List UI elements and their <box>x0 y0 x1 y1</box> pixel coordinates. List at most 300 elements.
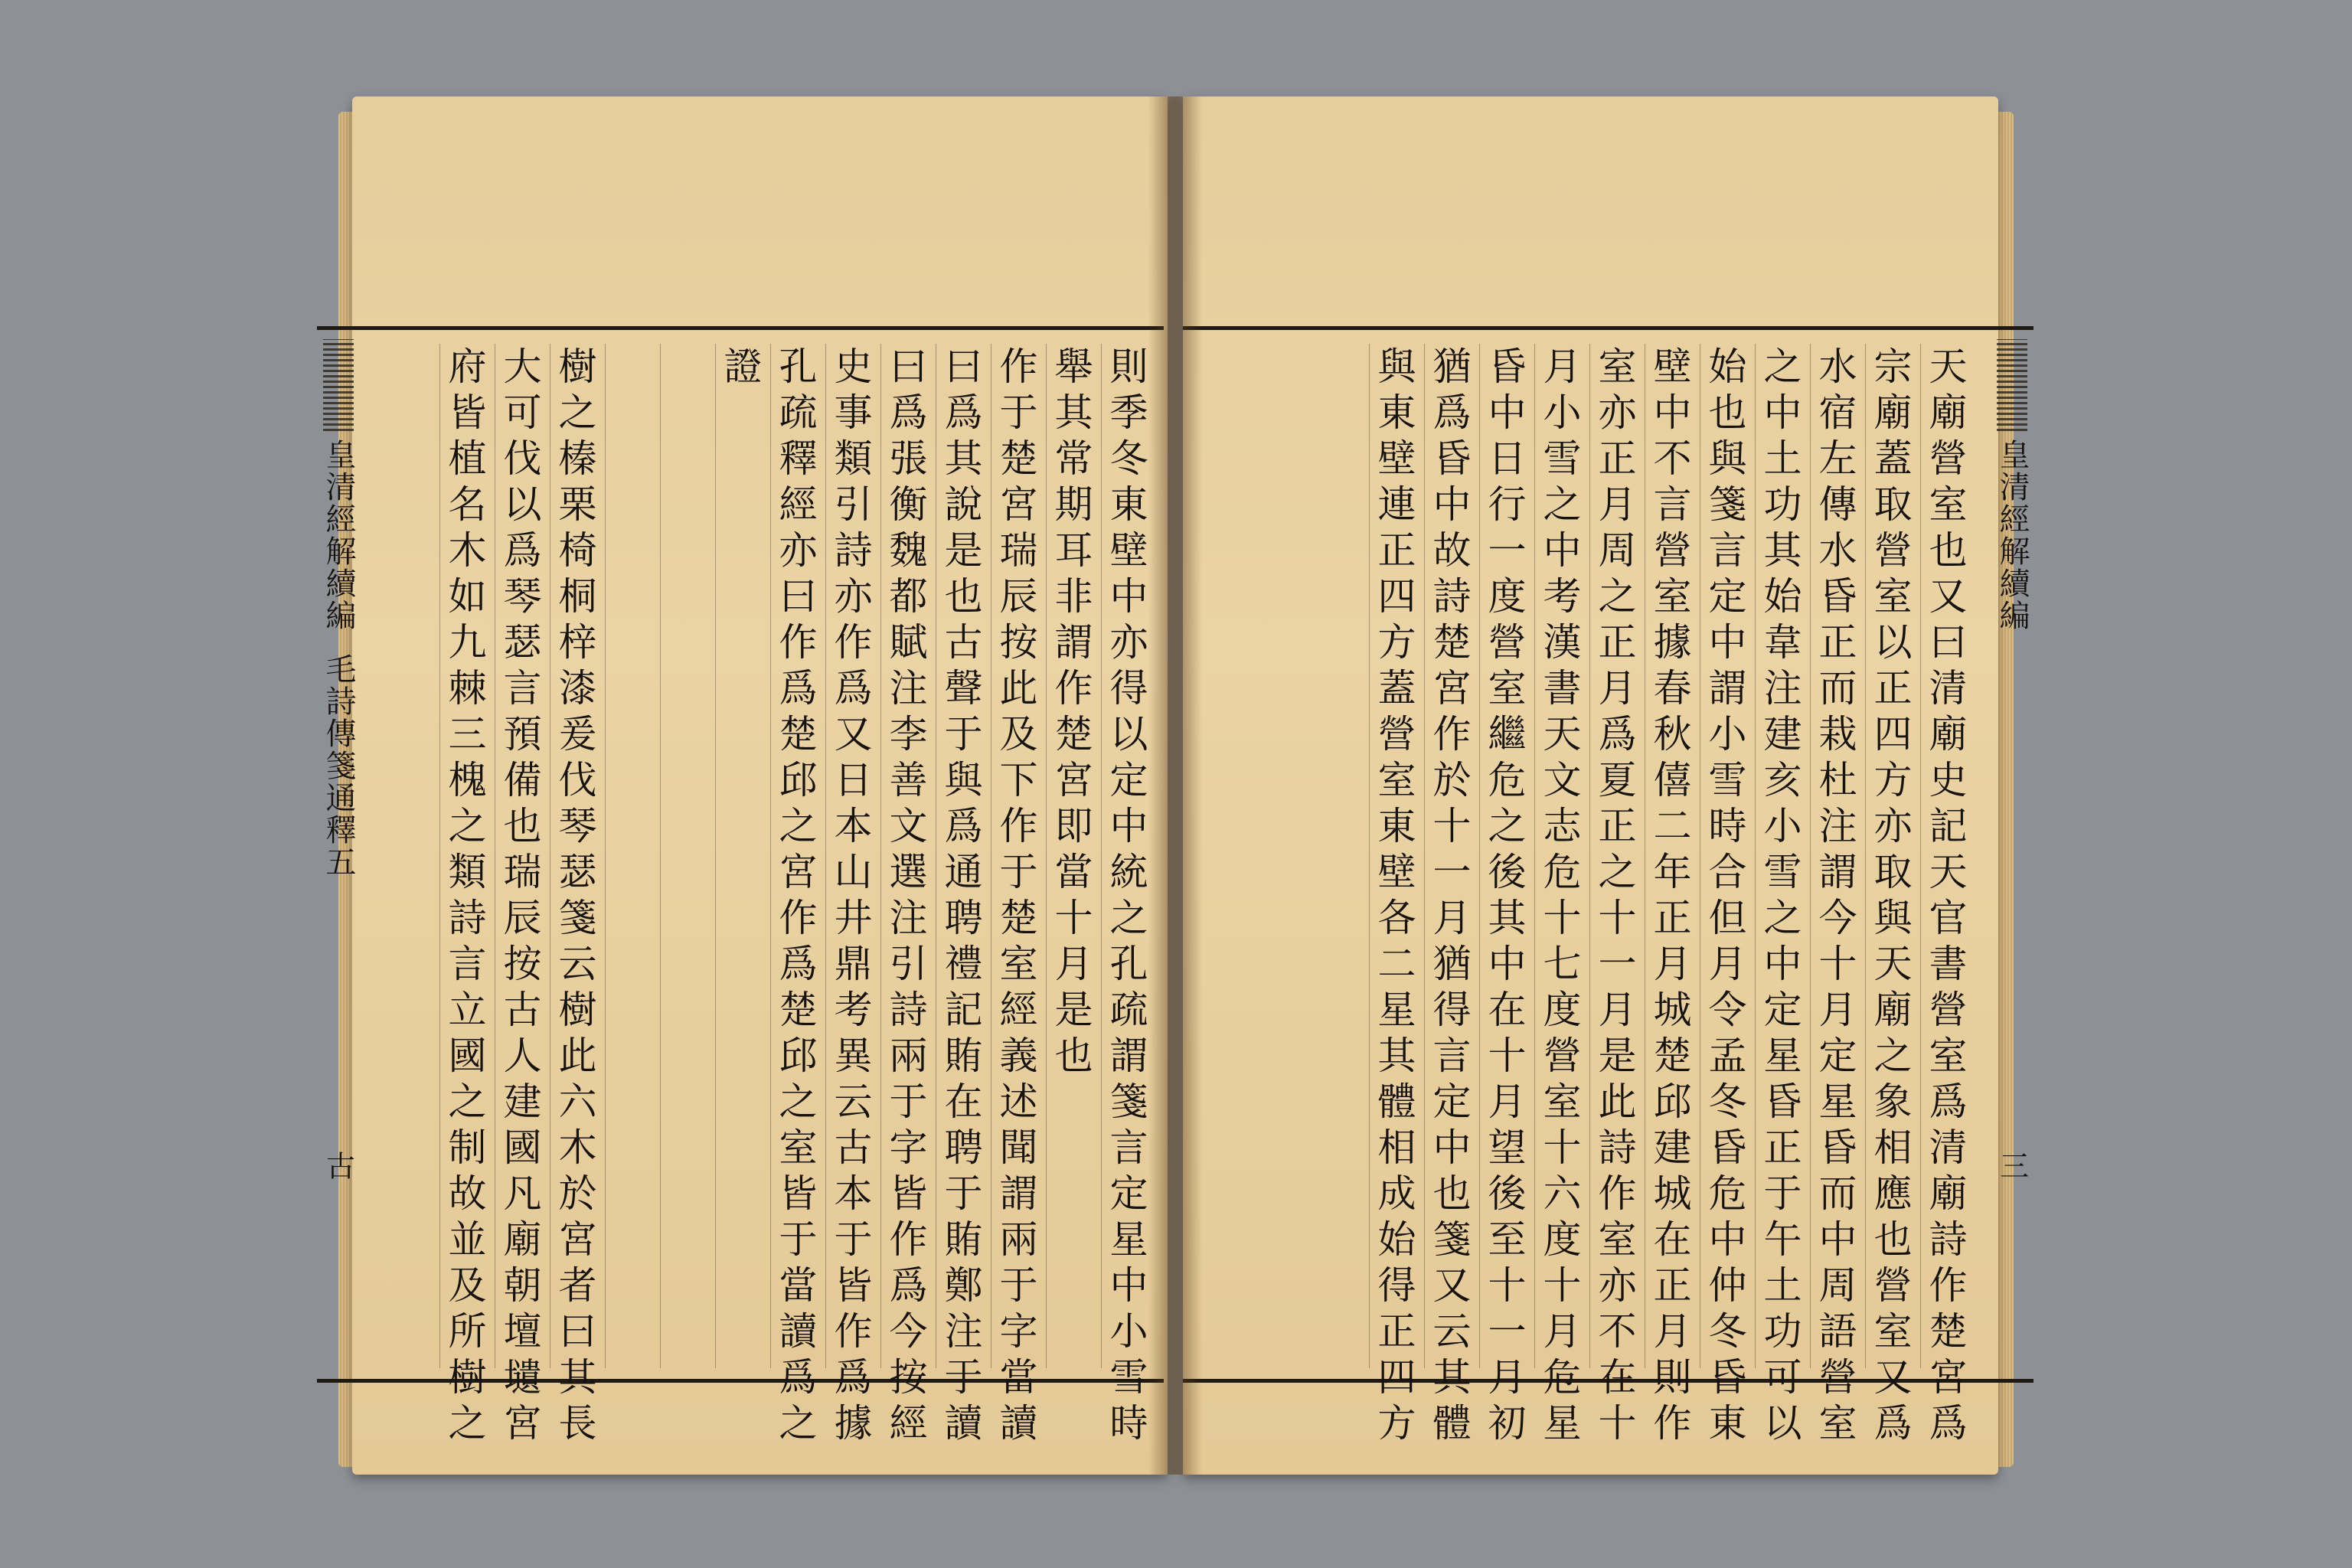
text-char: 亦 <box>1873 804 1913 848</box>
text-char: 所 <box>448 1309 487 1354</box>
text-char: 木 <box>448 528 487 573</box>
text-char: 中 <box>1763 942 1802 986</box>
text-char: 體 <box>1377 1080 1416 1124</box>
text-char: 小 <box>1109 1309 1148 1354</box>
text-char: 國 <box>448 1034 487 1078</box>
text-char: 三 <box>448 712 487 756</box>
text-char: 言 <box>1708 528 1747 573</box>
text-char: 作 <box>1653 1401 1692 1446</box>
text-char: 作 <box>779 896 818 940</box>
text-column <box>660 344 715 1368</box>
text-char: 而 <box>1818 1171 1857 1216</box>
text-column <box>1589 344 1645 1446</box>
text-column <box>1479 344 1534 1446</box>
text-char: 一 <box>1432 850 1472 894</box>
text-char: 爲 <box>889 390 928 435</box>
text-char: 詩 <box>448 896 487 940</box>
text-char: 聘 <box>944 1125 983 1170</box>
text-char: 可 <box>503 390 542 435</box>
text-char: 瑟 <box>503 620 542 665</box>
text-char: 之 <box>1109 896 1148 940</box>
text-char: 行 <box>1488 482 1527 527</box>
text-char: 相 <box>1377 1125 1416 1170</box>
text-char: 得 <box>1432 988 1472 1032</box>
text-char: 爲 <box>1929 1080 1968 1124</box>
text-char: 其 <box>944 436 983 481</box>
text-char: 度 <box>1488 574 1527 619</box>
text-char: 此 <box>1598 1080 1637 1124</box>
text-char: 季 <box>1109 390 1148 435</box>
text-char: 古 <box>834 1125 873 1170</box>
text-char: 栗 <box>558 482 597 527</box>
text-char: 瑟 <box>558 850 597 894</box>
text-char: 連 <box>1377 482 1416 527</box>
text-char: 年 <box>1653 850 1692 894</box>
text-char: 方 <box>1873 758 1913 802</box>
text-char: 九 <box>448 620 487 665</box>
text-char: 本 <box>834 1171 873 1216</box>
text-char: 日 <box>1488 436 1527 481</box>
fish-tail-mark <box>1997 339 2027 431</box>
text-char: 于 <box>999 390 1038 435</box>
text-char: 冬 <box>1708 1309 1747 1354</box>
text-column <box>936 344 991 1446</box>
text-char: 曰 <box>944 345 983 389</box>
text-char: 定 <box>1109 758 1148 802</box>
text-char: 宮 <box>1054 758 1093 802</box>
text-char: 以 <box>1763 1401 1802 1446</box>
text-char: 言 <box>1432 1034 1472 1078</box>
text-char: 作 <box>999 345 1038 389</box>
text-char: 琴 <box>503 574 542 619</box>
text-char: 朝 <box>503 1263 542 1308</box>
text-char: 正 <box>1377 528 1416 573</box>
text-char: 至 <box>1488 1217 1527 1262</box>
text-char: 也 <box>1432 1171 1472 1216</box>
text-char: 當 <box>999 1355 1038 1400</box>
text-char: 爲 <box>1873 1401 1913 1446</box>
text-char: 十 <box>1543 896 1582 940</box>
text-char: 得 <box>1109 666 1148 710</box>
text-char: 東 <box>1377 804 1416 848</box>
book-gutter <box>1148 96 1202 1475</box>
text-char: 疏 <box>1109 988 1148 1032</box>
text-char: 取 <box>1873 850 1913 894</box>
text-char: 史 <box>1929 758 1968 802</box>
text-char: 讀 <box>779 1309 818 1354</box>
text-char: 繼 <box>1488 712 1527 756</box>
open-book <box>321 96 2030 1475</box>
text-char: 曰 <box>1929 620 1968 665</box>
text-char: 成 <box>1377 1171 1416 1216</box>
text-char: 中 <box>1432 1125 1472 1170</box>
text-char: 建 <box>1763 712 1802 756</box>
text-char: 天 <box>1929 345 1968 389</box>
text-char: 于 <box>999 1263 1038 1308</box>
text-char: 之 <box>1488 804 1527 848</box>
text-char: 李 <box>889 712 928 756</box>
text-char: 月 <box>1653 942 1692 986</box>
text-char: 於 <box>1432 758 1472 802</box>
text-char: 兩 <box>889 1034 928 1078</box>
text-char: 星 <box>1109 1217 1148 1262</box>
text-char: 漢 <box>1543 620 1582 665</box>
right-banxin <box>1991 326 2034 1383</box>
text-char: 文 <box>1543 758 1582 802</box>
text-char: 引 <box>834 482 873 527</box>
text-char: 壁 <box>1377 436 1416 481</box>
text-char: 月 <box>1818 988 1857 1032</box>
text-char: 又 <box>1432 1263 1472 1308</box>
text-char: 按 <box>503 942 542 986</box>
text-column <box>1369 344 1424 1446</box>
text-char: 爲 <box>834 1355 873 1400</box>
text-char: 令 <box>1708 988 1747 1032</box>
text-char: 曰 <box>779 574 818 619</box>
text-char: 營 <box>1653 528 1692 573</box>
text-char: 字 <box>889 1125 928 1170</box>
text-char: 宗 <box>1873 345 1913 389</box>
text-char: 室 <box>1543 1080 1582 1124</box>
text-char: 大 <box>503 345 542 389</box>
text-char: 非 <box>1054 574 1093 619</box>
text-char: 天 <box>1929 850 1968 894</box>
text-char: 昏 <box>1763 1080 1802 1124</box>
text-char: 爲 <box>779 666 818 710</box>
text-char: 及 <box>999 712 1038 756</box>
text-char: 中 <box>1708 1217 1747 1262</box>
text-char: 月 <box>1598 988 1637 1032</box>
text-char: 其 <box>1054 390 1093 435</box>
text-char: 室 <box>1598 1217 1637 1262</box>
text-char: 山 <box>834 850 873 894</box>
text-char: 異 <box>834 1034 873 1078</box>
text-char: 邱 <box>1653 1080 1692 1124</box>
text-char: 皆 <box>889 1171 928 1216</box>
text-char: 云 <box>834 1080 873 1124</box>
text-char: 時 <box>1109 1401 1148 1446</box>
text-char: 與 <box>1873 896 1913 940</box>
text-char: 定 <box>1763 988 1802 1032</box>
text-char: 猶 <box>1432 942 1472 986</box>
text-column <box>880 344 936 1446</box>
text-char: 楚 <box>1929 1309 1968 1354</box>
text-char: 月 <box>1488 1080 1527 1124</box>
text-char: 十 <box>1543 1263 1582 1308</box>
text-char: 說 <box>944 482 983 527</box>
text-char: 都 <box>889 574 928 619</box>
text-char: 爲 <box>503 528 542 573</box>
text-char: 四 <box>1377 574 1416 619</box>
text-char: 字 <box>999 1309 1038 1354</box>
left-text-columns <box>439 344 1156 1446</box>
text-char: 類 <box>448 850 487 894</box>
text-char: 言 <box>448 942 487 986</box>
text-column <box>1424 344 1479 1446</box>
text-char: 建 <box>1653 1125 1692 1170</box>
text-char: 雪 <box>1543 436 1582 481</box>
text-char: 謂 <box>999 1171 1038 1216</box>
text-char: 樹 <box>448 1355 487 1400</box>
text-char: 箋 <box>1708 482 1747 527</box>
text-char: 廟 <box>1873 390 1913 435</box>
text-char: 中 <box>1109 1263 1148 1308</box>
text-char: 定 <box>1432 1080 1472 1124</box>
text-char: 云 <box>1432 1309 1472 1354</box>
text-char: 古 <box>944 620 983 665</box>
text-char: 也 <box>944 574 983 619</box>
right-folio: 三 <box>1994 1151 2029 1180</box>
text-char: 小 <box>1543 390 1582 435</box>
text-char: 亦 <box>779 528 818 573</box>
text-char: 此 <box>558 1034 597 1078</box>
text-char: 東 <box>1109 482 1148 527</box>
text-char: 清 <box>1929 666 1968 710</box>
text-column <box>439 344 495 1446</box>
text-char: 雪 <box>1109 1355 1148 1400</box>
text-char: 七 <box>1543 942 1582 986</box>
text-char: 亦 <box>834 574 873 619</box>
text-char: 廟 <box>1929 390 1968 435</box>
text-char: 壇 <box>503 1309 542 1354</box>
text-char: 于 <box>1763 1171 1802 1216</box>
text-column <box>1810 344 1865 1446</box>
text-char: 之 <box>1763 345 1802 389</box>
text-char: 名 <box>448 482 487 527</box>
text-char: 謂 <box>1109 1034 1148 1078</box>
text-char: 備 <box>503 758 542 802</box>
text-char: 以 <box>1109 712 1148 756</box>
text-char: 孟 <box>1708 1034 1747 1078</box>
text-char: 城 <box>1653 988 1692 1032</box>
text-char: 亦 <box>1109 620 1148 665</box>
text-char: 棘 <box>448 666 487 710</box>
text-char: 星 <box>1377 988 1416 1032</box>
text-char: 統 <box>1109 850 1148 894</box>
text-char: 六 <box>1543 1171 1582 1216</box>
text-char: 十 <box>1818 942 1857 986</box>
text-char: 兩 <box>999 1217 1038 1262</box>
text-char: 官 <box>1929 896 1968 940</box>
text-char: 梓 <box>558 620 597 665</box>
text-char: 瑞 <box>999 528 1038 573</box>
text-char: 營 <box>1377 712 1416 756</box>
text-char: 鼎 <box>834 942 873 986</box>
text-char: 正 <box>1598 620 1637 665</box>
text-char: 爲 <box>779 1355 818 1400</box>
text-char: 危 <box>1543 850 1582 894</box>
text-char: 室 <box>779 1125 818 1170</box>
text-char: 于 <box>944 712 983 756</box>
text-char: 通 <box>944 850 983 894</box>
text-char: 度 <box>1543 1217 1582 1262</box>
text-char: 中 <box>1818 1217 1857 1262</box>
text-char: 樹 <box>558 345 597 389</box>
text-char: 室 <box>1929 482 1968 527</box>
text-char: 凡 <box>503 1171 542 1216</box>
text-char: 皆 <box>834 1263 873 1308</box>
text-char: 今 <box>1818 896 1857 940</box>
text-char: 室 <box>1488 666 1527 710</box>
text-char: 楚 <box>779 988 818 1032</box>
text-char: 爰 <box>558 712 597 756</box>
text-char: 作 <box>834 1309 873 1354</box>
text-char: 月 <box>1598 482 1637 527</box>
text-char: 作 <box>1432 712 1472 756</box>
text-char: 中 <box>1488 942 1527 986</box>
text-char: 中 <box>1432 482 1472 527</box>
text-char: 中 <box>1109 804 1148 848</box>
text-char: 而 <box>1818 666 1857 710</box>
text-char: 事 <box>834 390 873 435</box>
text-char: 城 <box>1653 1171 1692 1216</box>
text-char: 即 <box>1054 804 1093 848</box>
text-char: 其 <box>558 1355 597 1400</box>
text-char: 之 <box>448 804 487 848</box>
text-char: 孔 <box>779 345 818 389</box>
text-char: 如 <box>448 574 487 619</box>
left-text-frame <box>360 326 1164 1446</box>
text-char: 水 <box>1818 528 1857 573</box>
text-char: 始 <box>1763 574 1802 619</box>
text-char: 宮 <box>1432 666 1472 710</box>
text-char: 並 <box>448 1217 487 1262</box>
text-char: 之 <box>779 1080 818 1124</box>
text-char: 此 <box>999 666 1038 710</box>
left-page <box>321 96 1168 1475</box>
text-char: 宮 <box>558 1217 597 1262</box>
text-char: 左 <box>1818 436 1857 481</box>
text-char: 春 <box>1653 666 1692 710</box>
text-char: 于 <box>999 850 1038 894</box>
text-char: 經 <box>889 1401 928 1446</box>
text-char: 詩 <box>889 988 928 1032</box>
text-char: 壁 <box>1653 345 1692 389</box>
text-char: 定 <box>1109 1171 1148 1216</box>
text-char: 箋 <box>558 896 597 940</box>
text-char: 四 <box>1873 712 1913 756</box>
text-char: 義 <box>999 1034 1038 1078</box>
text-char: 栽 <box>1818 712 1857 756</box>
text-char: 曰 <box>889 345 928 389</box>
text-char: 初 <box>1488 1401 1527 1446</box>
text-char: 十 <box>1598 1401 1637 1446</box>
text-char: 張 <box>889 436 928 481</box>
text-char: 室 <box>1377 758 1416 802</box>
text-char: 傳 <box>1818 482 1857 527</box>
text-char: 營 <box>1543 1034 1582 1078</box>
text-char: 言 <box>503 666 542 710</box>
text-char: 作 <box>1598 1171 1637 1216</box>
text-char: 辰 <box>503 896 542 940</box>
text-char: 按 <box>889 1355 928 1400</box>
text-char: 類 <box>834 436 873 481</box>
text-char: 危 <box>1488 758 1527 802</box>
text-char: 言 <box>1653 482 1692 527</box>
text-char: 功 <box>1763 482 1802 527</box>
text-char: 中 <box>1543 528 1582 573</box>
text-char: 注 <box>1763 666 1802 710</box>
text-char: 證 <box>724 345 763 389</box>
text-char: 一 <box>1598 942 1637 986</box>
text-char: 曰 <box>558 1309 597 1354</box>
text-char: 以 <box>503 482 542 527</box>
text-char: 方 <box>1377 1401 1416 1446</box>
text-char: 聞 <box>999 1125 1038 1170</box>
text-char: 之 <box>558 390 597 435</box>
text-char: 引 <box>889 942 928 986</box>
text-char: 是 <box>944 528 983 573</box>
text-char: 讀 <box>999 1401 1038 1446</box>
text-char: 應 <box>1873 1171 1913 1216</box>
text-char: 爲 <box>889 1263 928 1308</box>
text-char: 讀 <box>944 1401 983 1446</box>
text-char: 冬 <box>1708 1080 1747 1124</box>
text-char: 謂 <box>1708 666 1747 710</box>
text-char: 賄 <box>944 1034 983 1078</box>
text-char: 楚 <box>999 436 1038 481</box>
text-char: 午 <box>1763 1217 1802 1262</box>
text-char: 取 <box>1873 482 1913 527</box>
text-char: 正 <box>1653 1263 1692 1308</box>
text-char: 注 <box>889 896 928 940</box>
text-char: 長 <box>558 1401 597 1446</box>
text-char: 其 <box>1488 896 1527 940</box>
text-char: 考 <box>1543 574 1582 619</box>
text-char: 營 <box>1818 1355 1857 1400</box>
text-char: 其 <box>1377 1034 1416 1078</box>
text-char: 月 <box>1708 942 1747 986</box>
text-char: 功 <box>1763 1309 1802 1354</box>
text-char: 經 <box>999 988 1038 1032</box>
left-banxin-subtitle: 毛詩傳箋通釋五 <box>321 653 356 878</box>
text-char: 史 <box>834 345 873 389</box>
text-char: 謂 <box>1054 620 1093 665</box>
text-char: 詩 <box>1929 1217 1968 1262</box>
text-char: 于 <box>834 1217 873 1262</box>
text-char: 下 <box>999 758 1038 802</box>
text-char: 云 <box>558 942 597 986</box>
text-char: 月 <box>1598 666 1637 710</box>
text-char: 當 <box>779 1263 818 1308</box>
text-char: 廟 <box>1929 1171 1968 1216</box>
text-char: 廟 <box>503 1217 542 1262</box>
text-char: 賦 <box>889 620 928 665</box>
text-char: 不 <box>1653 436 1692 481</box>
text-char: 是 <box>1054 988 1093 1032</box>
text-char: 作 <box>1929 1263 1968 1308</box>
text-char: 之 <box>1763 896 1802 940</box>
text-char: 十 <box>1543 1125 1582 1170</box>
text-char: 始 <box>1377 1217 1416 1262</box>
text-char: 昏 <box>1708 1125 1747 1170</box>
text-column <box>1046 344 1101 1368</box>
text-char: 作 <box>1054 666 1093 710</box>
text-char: 書 <box>1929 942 1968 986</box>
text-char: 廟 <box>1929 712 1968 756</box>
text-char: 夏 <box>1598 758 1637 802</box>
text-char: 正 <box>1598 436 1637 481</box>
text-char: 但 <box>1708 896 1747 940</box>
text-char: 周 <box>1818 1263 1857 1308</box>
text-char: 孔 <box>1109 942 1148 986</box>
text-char: 言 <box>1109 1125 1148 1170</box>
text-char: 室 <box>1818 1401 1857 1446</box>
text-char: 營 <box>1488 620 1527 665</box>
text-char: 據 <box>834 1401 873 1446</box>
text-char: 時 <box>1708 804 1747 848</box>
text-char: 宮 <box>999 482 1038 527</box>
